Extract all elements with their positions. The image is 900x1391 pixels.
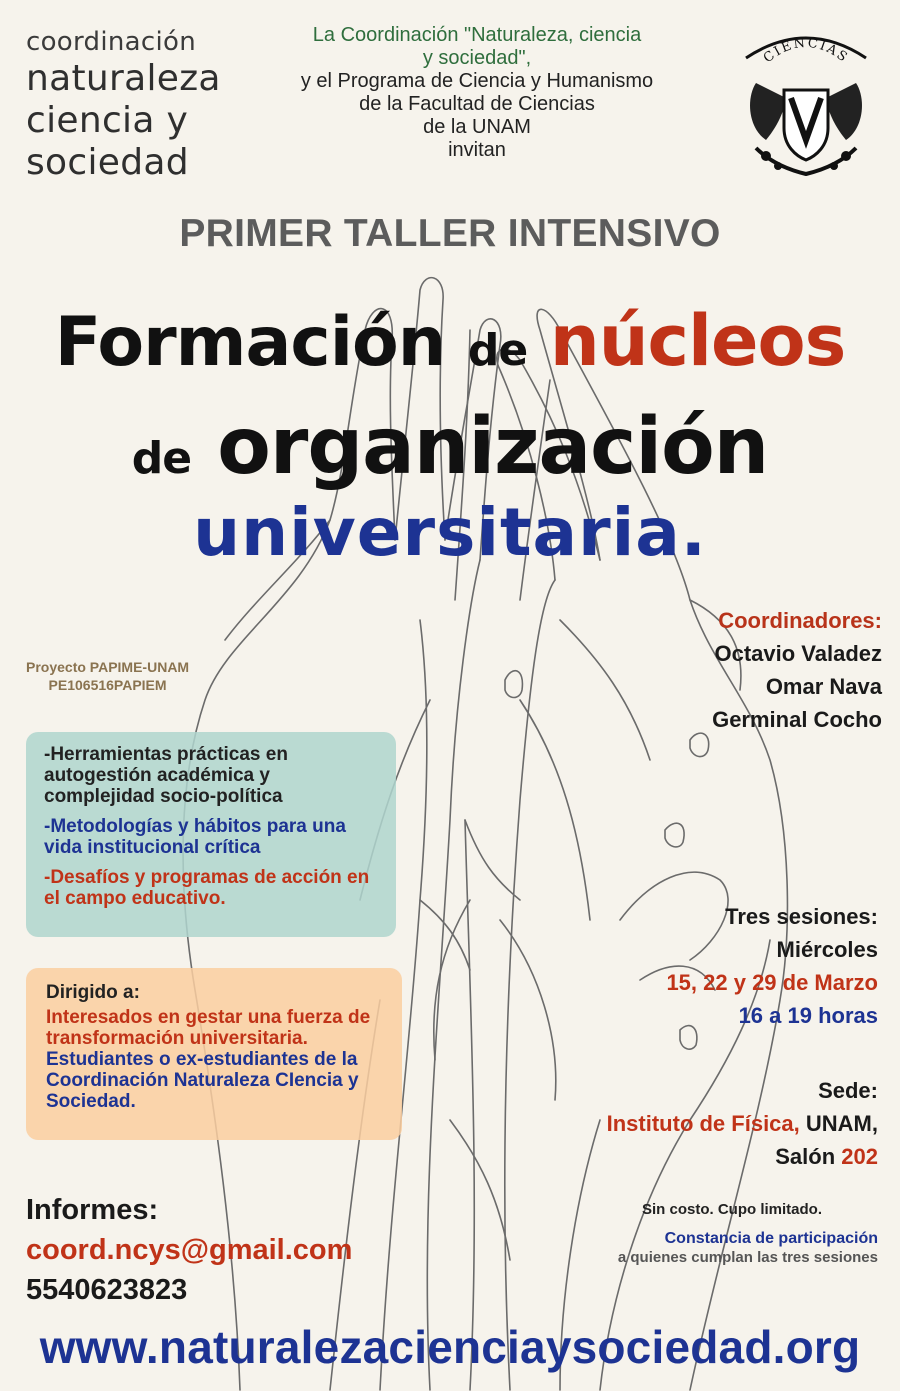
invitation-line-2: y sociedad", xyxy=(422,47,532,69)
venue-block xyxy=(607,1074,878,1173)
title-word-nucleos: núcleos xyxy=(549,300,846,382)
certificate-text: Constancia de participación xyxy=(664,1230,878,1247)
venue-unam: UNAM, xyxy=(805,1111,878,1136)
invitation-line-1: La Coordinación "Naturaleza, ciencia xyxy=(312,24,642,46)
sessions-block xyxy=(666,900,878,1032)
invitation-text xyxy=(262,24,692,162)
invitation-line-5: de la UNAM xyxy=(423,116,531,138)
coordination-logo xyxy=(26,26,256,184)
sessions-dates: 15, 22 y 29 de Marzo xyxy=(666,970,878,995)
coordinators-block xyxy=(712,604,882,736)
logo-line-2: naturaleza xyxy=(26,58,221,99)
title-word-de: de xyxy=(467,325,528,376)
cost-text: Sin costo. Cupo limitado. xyxy=(642,1201,822,1218)
logo-line-1: coordinación xyxy=(26,27,196,57)
audience-item: Interesados en gestar una fuerza de transformación universitaria. xyxy=(46,1007,371,1049)
title-line-1 xyxy=(0,300,900,382)
topic-item: -Herramientas prácticas en autogestión académica y complejidad socio-política xyxy=(44,744,288,807)
contact-phone: 5540623823 xyxy=(26,1274,188,1306)
invitation-line-4: de la Facultad de Ciencias xyxy=(359,93,595,115)
contact-heading: Informes: xyxy=(26,1194,159,1226)
website-link[interactable]: www.naturalezacienciaysociedad.org xyxy=(39,1321,861,1373)
topic-item: -Desafíos y programas de acción en el campo educativo. xyxy=(44,867,370,909)
title-line-3: universitaria. xyxy=(193,494,707,571)
sessions-hours: 16 a 19 horas xyxy=(738,1003,878,1028)
coordinator-name: Omar Nava xyxy=(765,674,882,699)
seal-text: CIENCIAS xyxy=(760,35,852,67)
venue-room-number: 202 xyxy=(841,1144,878,1169)
certificate-condition: a quienes cumplan las tres sesiones xyxy=(617,1249,878,1266)
sessions-day: Miércoles xyxy=(776,937,878,962)
title-word-formacion: Formación xyxy=(54,303,446,382)
venue-heading: Sede: xyxy=(818,1078,878,1103)
logo-line-3: ciencia y xyxy=(26,100,189,141)
invitation-line-6: invitan xyxy=(448,139,506,161)
project-line-1: Proyecto PAPIME-UNAM xyxy=(26,659,190,675)
project-line-2: PE106516PAPIEM xyxy=(48,677,167,693)
sessions-heading: Tres sesiones: xyxy=(725,904,878,929)
ciencias-seal-logo xyxy=(736,28,876,180)
topic-item: -Metodologías y hábitos para una vida institucional crítica xyxy=(44,816,346,858)
venue-room xyxy=(607,1140,878,1173)
audience-box xyxy=(26,968,402,1140)
title-line-2 xyxy=(0,402,900,492)
venue-institute: Instituto de Física, xyxy=(606,1111,800,1136)
svg-text:CIENCIAS xyxy=(761,36,851,67)
title-word-organizacion: organización xyxy=(217,402,769,492)
venue-place xyxy=(607,1107,878,1140)
topics-box xyxy=(26,732,396,937)
cost-note xyxy=(578,1200,878,1267)
contact-block xyxy=(26,1190,352,1310)
coordinator-name: Octavio Valadez xyxy=(714,641,882,666)
project-code xyxy=(26,658,189,694)
audience-item: Estudiantes o ex-estudiantes de la Coordinación Naturaleza CIencia y Sociedad. xyxy=(46,1049,359,1112)
venue-room-label: Salón xyxy=(775,1144,836,1169)
coordinator-name: Germinal Cocho xyxy=(712,707,882,732)
title-word-de-2: de xyxy=(131,433,192,484)
workshop-kicker: PRIMER TALLER INTENSIVO xyxy=(179,212,721,255)
contact-email-link[interactable]: coord.ncys@gmail.com xyxy=(26,1234,353,1266)
invitation-line-3: y el Programa de Ciencia y Humanismo xyxy=(300,70,654,92)
logo-line-4: sociedad xyxy=(26,142,189,183)
audience-heading: Dirigido a: xyxy=(46,982,140,1003)
coordinators-heading: Coordinadores: xyxy=(718,608,882,633)
